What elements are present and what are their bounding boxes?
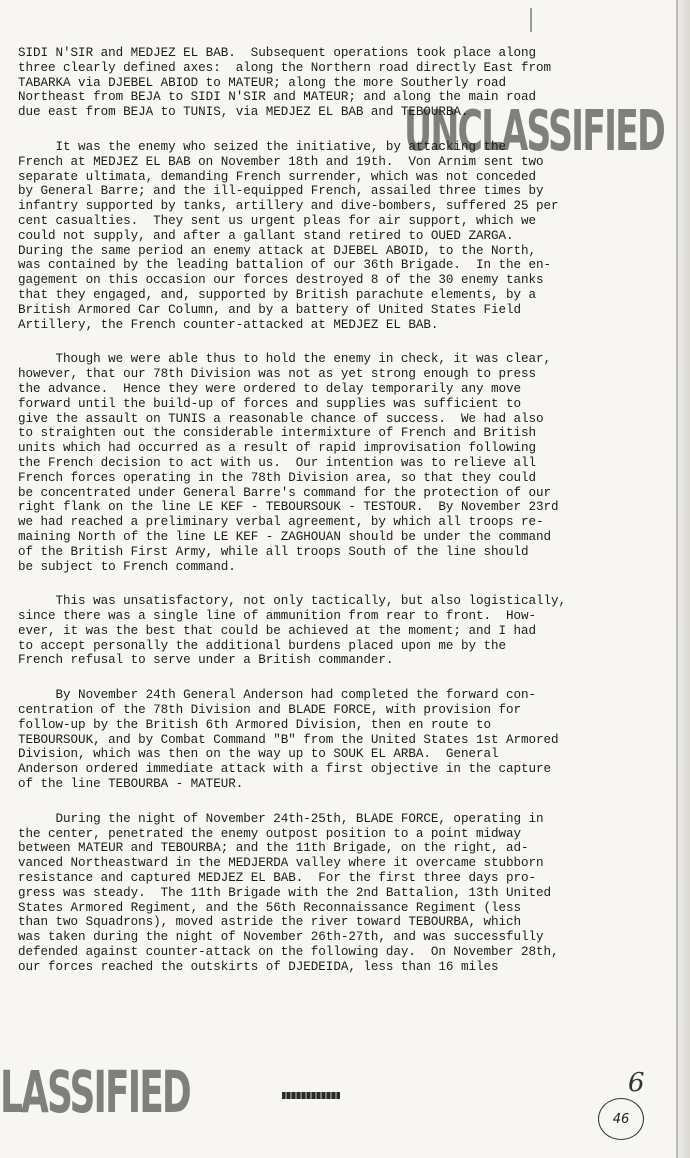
text-line: States Armored Regiment, and the 56th Reconnaissance Regiment (less <box>18 900 522 915</box>
text-line: French forces operating in the 78th Division area, so that they could <box>18 470 537 485</box>
unclassified-stamp-top: UNCLASSIFIED <box>404 99 664 164</box>
handwritten-page-mark: 6 <box>628 1068 645 1098</box>
text-line: between MATEUR and TEBOURBA; and the 11th Brigade, on the right, ad- <box>18 841 529 856</box>
text-line: since there was a single line of ammunition from rear to front. How- <box>18 609 537 624</box>
text-line: be subject to French command. <box>18 559 236 574</box>
paragraph <box>18 140 598 332</box>
struck-footer-mark <box>282 1092 340 1099</box>
text-line: maining North of the line LE KEF - ZAGHOUAN should be under the command <box>18 529 552 544</box>
text-line: three clearly defined axes: along the Northern road directly East from <box>18 60 552 75</box>
text-line: by General Barre; and the ill-equipped French, assailed three times by <box>18 184 544 199</box>
paragraph <box>18 688 598 792</box>
text-line: our forces reached the outskirts of DJEDEIDA, less than 16 miles <box>18 959 499 974</box>
text-line: than two Squadrons), moved astride the river toward TEBOURBA, which <box>18 915 522 930</box>
text-line: centration of the 78th Division and BLADE FORCE, with provision for <box>18 703 522 718</box>
text-line: follow-up by the British 6th Armored Division, then en route to <box>18 717 491 732</box>
text-line: Artillery, the French counter-attacked at MEDJEZ EL BAB. <box>18 317 439 332</box>
text-line: be concentrated under General Barre's command for the protection of our <box>18 485 552 500</box>
text-line: gress was steady. The 11th Brigade with the 2nd Battalion, 13th United <box>18 885 552 900</box>
paragraph <box>18 352 598 574</box>
text-line: French at MEDJEZ EL BAB on November 18th and 19th. Von Arnim sent two <box>18 154 544 169</box>
text-line: to straighten out the considerable intermixture of French and British <box>18 426 537 441</box>
text-line: vanced Northeastward in the MEDJERDA valley where it overcame stubborn <box>18 856 544 871</box>
text-line: of the line TEBOURBA - MATEUR. <box>18 777 244 792</box>
text-line: of the British First Army, while all troops South of the line should <box>18 544 529 559</box>
text-line: ever, it was the best that could be achieved at the moment; and I had <box>18 623 537 638</box>
text-line: French refusal to serve under a British commander. <box>18 653 394 668</box>
text-line: however, that our 78th Division was not as yet strong enough to press <box>18 367 537 382</box>
text-line: was taken during the night of November 26th-27th, and was successfully <box>18 930 544 945</box>
text-line: During the same period an enemy attack at DJEBEL ABOID, to the North, <box>18 243 537 258</box>
text-line: During the night of November 24th-25th, BLADE FORCE, operating in <box>18 811 544 826</box>
text-line: separate ultimata, demanding French surrender, which was not conceded <box>18 169 537 184</box>
scan-mark <box>530 8 532 32</box>
text-line: give the assault on TUNIS a reasonable chance of success. We had also <box>18 411 544 426</box>
text-line: TEBOURSOUK, and by Combat Command "B" from the United States 1st Armored <box>18 732 559 747</box>
text-line: the French decision to act with us. Our intention was to relieve all <box>18 455 537 470</box>
text-line: that they engaged, and, supported by British parachute elements, by a <box>18 287 537 302</box>
text-line: resistance and captured MEDJEZ EL BAB. For the first three days pro- <box>18 871 537 886</box>
text-line: the advance. Hence they were ordered to delay temporarily any move <box>18 381 522 396</box>
text-line: infantry supported by tanks, artillery and dive-bombers, suffered 25 per <box>18 199 559 214</box>
text-line: SIDI N'SIR and MEDJEZ EL BAB. Subsequent operations took place along <box>18 46 537 60</box>
text-line: units which had occurred as a result of rapid improvisation following <box>18 441 537 456</box>
text-line: to accept personally the additional burdens placed upon me by the <box>18 638 506 653</box>
body-text <box>18 46 598 995</box>
text-line: we had reached a preliminary verbal agreement, by which all troops re- <box>18 515 544 530</box>
text-line: TABARKA via DJEBEL ABIOD to MATEUR; along the more Southerly road <box>18 75 506 90</box>
page-edge-line <box>676 0 678 1158</box>
paragraph <box>18 594 598 668</box>
page-edge-shadow <box>676 0 690 1158</box>
text-line: This was unsatisfactory, not only tactically, but also logistically, <box>18 594 567 609</box>
text-line: It was the enemy who seized the initiative, by attacking the <box>18 139 506 154</box>
text-line: could not supply, and after a gallant stand retired to OUED ZARGA. <box>18 228 514 243</box>
text-line: Anderson ordered immediate attack with a first objective in the capture <box>18 762 552 777</box>
text-line: By November 24th General Anderson had completed the forward con- <box>18 688 537 703</box>
text-line: the center, penetrated the enemy outpost position to a point midway <box>18 826 522 841</box>
text-line: right flank on the line LE KEF - TEBOURSOUK - TESTOUR. By November 23rd <box>18 500 559 515</box>
unclassified-stamp-bottom: LASSIFIED <box>0 1058 190 1126</box>
text-line: due east from BEJA to TUNIS, via MEDJEZ EL BAB and TEBOURBA. <box>18 105 469 120</box>
text-line: Though we were able thus to hold the enemy in check, it was clear, <box>18 352 552 367</box>
text-line: forward until the build-up of forces and supplies was sufficient to <box>18 396 522 411</box>
text-line: was contained by the leading battalion of our 36th Brigade. In the en- <box>18 258 552 273</box>
page-number: 46 <box>598 1098 644 1140</box>
paragraph <box>18 812 598 975</box>
text-line: gagement on this occasion our forces destroyed 8 of the 30 enemy tanks <box>18 273 544 288</box>
text-line: defended against counter-attack on the following day. On November 28th, <box>18 945 559 960</box>
text-line: Division, which was then on the way up to SOUK EL ARBA. General <box>18 747 499 762</box>
text-line: cent casualties. They sent us urgent pleas for air support, which we <box>18 213 537 228</box>
text-line: Northeast from BEJA to SIDI N'SIR and MATEUR; and along the main road <box>18 90 537 105</box>
text-line: British Armored Car Column, and by a battery of United States Field <box>18 302 522 317</box>
